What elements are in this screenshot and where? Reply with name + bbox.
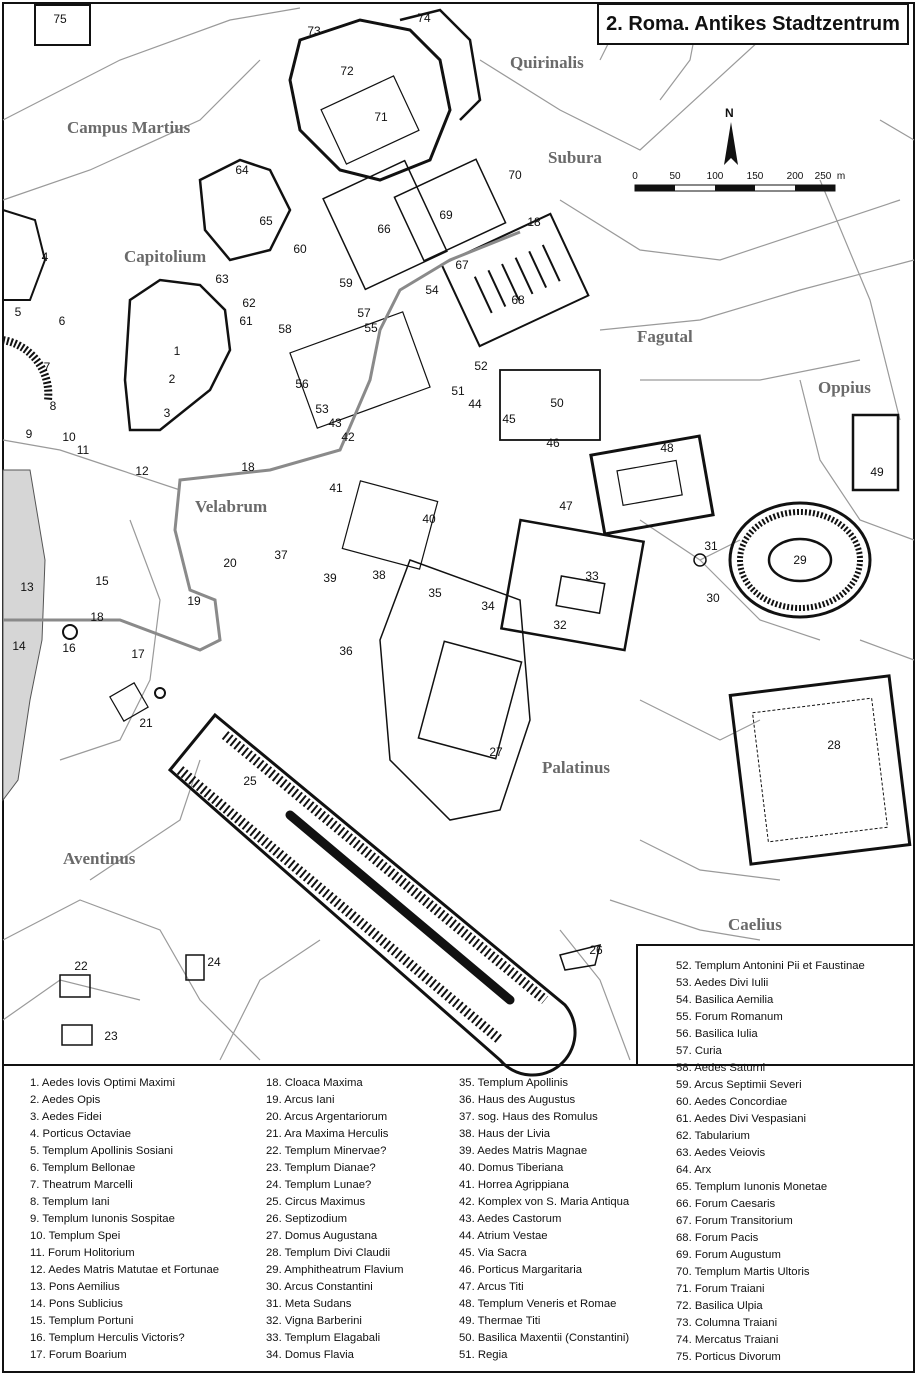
legend-item: 46. Porticus Margaritaria (459, 1264, 583, 1276)
map-number: 30 (706, 591, 720, 605)
legend-item: 13. Pons Aemilius (30, 1281, 120, 1293)
map-number: 19 (187, 594, 201, 608)
legend-item: 19. Arcus Iani (266, 1094, 335, 1106)
legend-item: 23. Templum Dianae? (266, 1162, 376, 1174)
district-label: Campus Martius (67, 118, 191, 137)
map-number: 17 (131, 647, 145, 661)
legend-item: 70. Templum Martis Ultoris (676, 1266, 810, 1278)
legend-column-1 (30, 1075, 219, 1364)
map-number: 35 (428, 586, 442, 600)
map-number: 51 (451, 384, 465, 398)
map-number: 56 (295, 377, 309, 391)
map-number: 74 (417, 11, 431, 25)
district-label: Velabrum (195, 497, 268, 516)
map-number: 18 (527, 215, 541, 229)
map-number: 6 (58, 314, 66, 328)
map-number: 66 (377, 222, 391, 236)
legend-item: 27. Domus Augustana (266, 1230, 378, 1242)
legend-item: 32. Vigna Barberini (266, 1315, 362, 1327)
map-number: 1 (173, 344, 181, 358)
map-title: 2. Roma. Antikes Stadtzentrum (606, 12, 900, 35)
legend-item: 43. Aedes Castorum (459, 1213, 562, 1225)
district-label: Quirinalis (510, 53, 584, 72)
legend-item: 6. Templum Bellonae (30, 1162, 136, 1174)
map-number: 22 (74, 959, 88, 973)
map-number: 61 (239, 314, 253, 328)
map-number: 36 (339, 644, 353, 658)
legend-item: 15. Templum Portuni (30, 1315, 134, 1327)
legend-item: 7. Theatrum Marcelli (30, 1179, 133, 1191)
district-label: Caelius (728, 915, 782, 934)
scale-tick: 150 (746, 171, 764, 182)
legend-item: 42. Komplex von S. Maria Antiqua (459, 1196, 630, 1208)
legend-item: 17. Forum Boarium (30, 1349, 127, 1361)
map-number: 33 (585, 569, 599, 583)
map-title-box (597, 3, 909, 45)
map-number: 23 (104, 1029, 118, 1043)
map-number: 9 (25, 427, 33, 441)
map-number: 70 (508, 168, 522, 182)
legend-item: 18. Cloaca Maxima (266, 1077, 363, 1089)
map-number: 42 (341, 430, 355, 444)
legend-item: 16. Templum Herculis Victoris? (30, 1332, 185, 1344)
legend-item: 41. Horrea Agrippiana (459, 1179, 569, 1191)
legend-column-right (676, 958, 865, 1366)
legend-item: 64. Arx (676, 1164, 712, 1176)
legend-item: 52. Templum Antonini Pii et Faustinae (676, 960, 865, 972)
map-number: 54 (425, 283, 439, 297)
map-number: 4 (41, 250, 49, 264)
legend-column-3 (459, 1075, 629, 1364)
map-number: 73 (307, 24, 321, 38)
legend-item: 58. Aedes Saturni (676, 1062, 766, 1074)
legend-item: 69. Forum Augustum (676, 1249, 781, 1261)
district-label: Fagutal (637, 327, 693, 346)
legend-item: 38. Haus der Livia (459, 1128, 551, 1140)
map-number: 18 (241, 460, 255, 474)
map-number: 44 (468, 397, 482, 411)
map-number: 67 (455, 258, 469, 272)
legend-item: 50. Basilica Maxentii (Constantini) (459, 1332, 630, 1344)
scale-bar (635, 185, 835, 191)
legend-item: 48. Templum Veneris et Romae (459, 1298, 617, 1310)
map-number: 34 (481, 599, 495, 613)
map-number: 57 (357, 306, 371, 320)
map-number: 31 (704, 539, 718, 553)
map-number: 72 (340, 64, 354, 78)
legend-item: 55. Forum Romanum (676, 1011, 783, 1023)
scale-tick: 0 (632, 171, 638, 182)
map-number: 16 (62, 641, 76, 655)
scale-tick: 250 (814, 171, 832, 182)
map-number: 11 (76, 443, 90, 457)
legend-item: 60. Aedes Concordiae (676, 1096, 788, 1108)
legend-item: 1. Aedes Iovis Optimi Maximi (30, 1077, 176, 1089)
map-number: 55 (364, 321, 378, 335)
map-number: 47 (559, 499, 573, 513)
legend-item: 74. Mercatus Traiani (676, 1334, 779, 1346)
scale-tick: 50 (669, 171, 681, 182)
legend-item: 30. Arcus Constantini (266, 1281, 373, 1293)
legend-item: 5. Templum Apollinis Sosiani (30, 1145, 173, 1157)
map-number: 18 (90, 610, 104, 624)
legend-item: 68. Forum Pacis (676, 1232, 759, 1244)
map-number: 48 (660, 441, 674, 455)
north-label: N (725, 106, 734, 120)
legend-item: 14. Pons Sublicius (30, 1298, 123, 1310)
legend-item: 39. Aedes Matris Magnae (459, 1145, 588, 1157)
legend-item: 71. Forum Traiani (676, 1283, 765, 1295)
legend-item: 12. Aedes Matris Matutae et Fortunae (30, 1264, 220, 1276)
legend-item: 4. Porticus Octaviae (30, 1128, 132, 1140)
legend-item: 66. Forum Caesaris (676, 1198, 776, 1210)
map-number: 52 (474, 359, 488, 373)
legend-item: 45. Via Sacra (459, 1247, 527, 1259)
map-number: 26 (589, 943, 603, 957)
legend-item: 26. Septizodium (266, 1213, 348, 1225)
map-number: 20 (223, 556, 237, 570)
legend-item: 72. Basilica Ulpia (676, 1300, 763, 1312)
map-number: 75 (53, 12, 67, 26)
map-number: 46 (546, 436, 560, 450)
map-number: 50 (550, 396, 564, 410)
legend-item: 28. Templum Divi Claudii (266, 1247, 391, 1259)
map-number: 65 (259, 214, 273, 228)
map-number: 60 (293, 242, 307, 256)
map-number: 28 (827, 738, 841, 752)
map-number: 32 (553, 618, 567, 632)
map-number: 40 (422, 512, 436, 526)
map-number: 12 (135, 464, 149, 478)
legend-item: 8. Templum Iani (30, 1196, 110, 1208)
legend-item: 49. Thermae Titi (459, 1315, 541, 1327)
legend-item: 73. Columna Traiani (676, 1317, 778, 1329)
legend-item: 63. Aedes Veiovis (676, 1147, 766, 1159)
legend-item: 10. Templum Spei (30, 1230, 121, 1242)
map-number: 37 (274, 548, 288, 562)
legend-item: 20. Arcus Argentariorum (266, 1111, 388, 1123)
map-number: 2 (168, 372, 176, 386)
legend-item: 53. Aedes Divi Iulii (676, 977, 769, 989)
legend-item: 37. sog. Haus des Romulus (459, 1111, 598, 1123)
map-number: 13 (20, 580, 34, 594)
map-number: 7 (43, 360, 51, 374)
map-number: 14 (12, 639, 26, 653)
map-number: 59 (339, 276, 353, 290)
legend-item: 3. Aedes Fidei (30, 1111, 102, 1123)
legend-item: 75. Porticus Divorum (676, 1351, 781, 1363)
legend-item: 24. Templum Lunae? (266, 1179, 372, 1191)
legend-item: 34. Domus Flavia (266, 1349, 354, 1361)
district-label: Aventinus (63, 849, 136, 868)
legend-item: 25. Circus Maximus (266, 1196, 366, 1208)
legend-item: 56. Basilica Iulia (676, 1028, 758, 1040)
map-number: 43 (328, 416, 342, 430)
map-number: 69 (439, 208, 453, 222)
map-number: 25 (243, 774, 257, 788)
map-number: 45 (502, 412, 516, 426)
map-number: 39 (323, 571, 337, 585)
legend-item: 44. Atrium Vestae (459, 1230, 548, 1242)
map-number: 63 (215, 272, 229, 286)
legend-item: 31. Meta Sudans (266, 1298, 352, 1310)
map-number: 3 (163, 406, 171, 420)
legend-item: 29. Amphitheatrum Flavium (266, 1264, 404, 1276)
map-number: 41 (329, 481, 343, 495)
legend-item: 36. Haus des Augustus (459, 1094, 576, 1106)
district-label: Subura (548, 148, 602, 167)
legend-item: 65. Templum Iunonis Monetae (676, 1181, 828, 1193)
map-number: 5 (14, 305, 22, 319)
legend-item: 40. Domus Tiberiana (459, 1162, 564, 1174)
map-number: 27 (489, 745, 503, 759)
legend-item: 33. Templum Elagabali (266, 1332, 381, 1344)
legend-item: 59. Arcus Septimii Severi (676, 1079, 802, 1091)
legend-item: 47. Arcus Titi (459, 1281, 524, 1293)
map-number: 21 (139, 716, 153, 730)
district-label: Capitolium (124, 247, 207, 266)
map-number: 8 (49, 399, 57, 413)
legend-column-2 (266, 1075, 404, 1364)
map-number: 38 (372, 568, 386, 582)
map-number: 62 (242, 296, 256, 310)
legend-item: 61. Aedes Divi Vespasiani (676, 1113, 806, 1125)
scale-unit: m (836, 171, 846, 182)
map-number: 68 (511, 293, 525, 307)
legend-item: 9. Templum Iunonis Sospitae (30, 1213, 175, 1225)
map-number: 15 (95, 574, 109, 588)
legend-item: 62. Tabularium (676, 1130, 750, 1142)
map-number: 29 (793, 553, 807, 567)
district-label: Oppius (818, 378, 871, 397)
legend-item: 57. Curia (676, 1045, 722, 1057)
legend-item: 21. Ara Maxima Herculis (266, 1128, 389, 1140)
district-label: Palatinus (542, 758, 611, 777)
legend-item: 22. Templum Minervae? (266, 1145, 387, 1157)
map-number: 10 (62, 430, 76, 444)
map-number: 58 (278, 322, 292, 336)
map-number: 24 (207, 955, 221, 969)
legend-item: 51. Regia (459, 1349, 508, 1361)
legend-item: 67. Forum Transitorium (676, 1215, 793, 1227)
scale-tick: 200 (786, 171, 804, 182)
map-number: 71 (374, 110, 388, 124)
legend-item: 35. Templum Apollinis (459, 1077, 569, 1089)
map-number: 64 (235, 163, 249, 177)
legend-item: 54. Basilica Aemilia (676, 994, 774, 1006)
scale-tick: 100 (706, 171, 724, 182)
legend-item: 11. Forum Holitorium (30, 1247, 135, 1259)
map-number: 49 (870, 465, 884, 479)
map-number: 53 (315, 402, 329, 416)
legend-item: 2. Aedes Opis (30, 1094, 101, 1106)
